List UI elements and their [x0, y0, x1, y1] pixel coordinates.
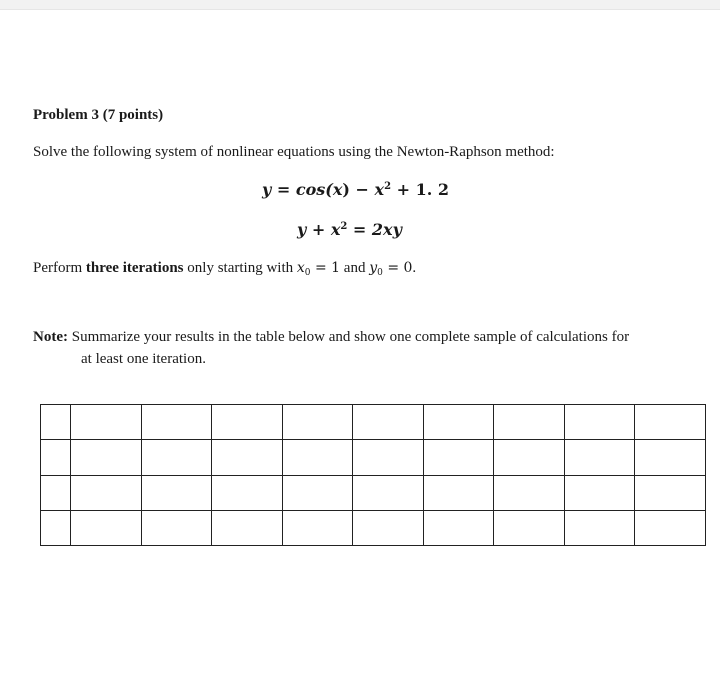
table-cell: [142, 405, 212, 440]
note-label: Note:: [33, 329, 68, 345]
instruction-emphasis: three iterations: [85, 260, 184, 276]
top-border-strip: [0, 0, 720, 10]
instruction-prefix: Perform: [33, 260, 86, 276]
table-cell: [283, 475, 353, 510]
table-cell: [565, 475, 635, 510]
table-cell: [142, 510, 212, 545]
table-row: [41, 510, 706, 545]
instruction-text: [33, 260, 416, 277]
table-cell: [71, 440, 142, 475]
x0-var: x: [296, 260, 305, 276]
table-cell: [353, 405, 424, 440]
table-row: [41, 475, 706, 510]
instruction-middle: only starting with: [183, 260, 297, 276]
problem-intro: Solve the following system of nonlinear equations using the Newton-Raphson method:: [33, 144, 555, 160]
results-table: [40, 404, 706, 546]
eq1-equals: =: [271, 180, 296, 199]
eq2-equals: =: [347, 220, 372, 239]
table-cell: [494, 510, 565, 545]
results-table-body: [41, 405, 706, 546]
initial-x0: [297, 260, 340, 276]
table-row: [41, 440, 706, 475]
table-cell: [494, 440, 565, 475]
table-cell: [424, 405, 494, 440]
table-cell: [41, 510, 71, 545]
table-cell: [283, 440, 353, 475]
eq2-plus: +: [306, 220, 331, 239]
table-cell: [635, 405, 706, 440]
table-cell: [41, 405, 71, 440]
table-cell: [635, 510, 706, 545]
table-cell: [635, 440, 706, 475]
equation-2: [297, 220, 402, 239]
table-cell: [212, 405, 283, 440]
table-cell: [353, 440, 424, 475]
table-cell: [142, 440, 212, 475]
table-cell: [565, 510, 635, 545]
x0-sub: 0: [304, 268, 311, 278]
eq2-y: y: [297, 220, 307, 239]
table-cell: [424, 475, 494, 510]
table-cell: [212, 475, 283, 510]
table-cell: [41, 475, 71, 510]
table-cell: [71, 405, 142, 440]
eq2-exponent: 2: [340, 221, 348, 232]
instruction-end: .: [412, 260, 417, 276]
table-cell: [353, 475, 424, 510]
y0-var: y: [369, 260, 378, 276]
note-line-2: at least one iteration.: [81, 351, 206, 367]
table-cell: [212, 440, 283, 475]
eq2-x: x: [330, 220, 341, 239]
table-cell: [424, 440, 494, 475]
table-cell: [41, 440, 71, 475]
table-cell: [71, 475, 142, 510]
table-cell: [142, 475, 212, 510]
instruction-and: and: [340, 260, 370, 276]
note-line-1: [33, 329, 629, 346]
eq1-lhs: y: [262, 180, 272, 199]
table-cell: [494, 405, 565, 440]
eq1-rest: + 1. 2: [391, 180, 449, 199]
table-cell: [212, 510, 283, 545]
note-text-1: Summarize your results in the table below and show one complete sample of calculations for: [67, 329, 630, 345]
table-cell: [71, 510, 142, 545]
table-cell: [494, 475, 565, 510]
problem-title: Problem 3 (7 points): [33, 107, 164, 123]
eq1-x2: x: [374, 180, 385, 199]
eq1-close: ): [342, 180, 350, 199]
table-cell: [353, 510, 424, 545]
eq1-minus: −: [349, 180, 375, 199]
table-cell: [565, 440, 635, 475]
eq1-x: x: [332, 180, 343, 199]
table-cell: [635, 475, 706, 510]
table-row: [41, 405, 706, 440]
eq1-exponent: 2: [384, 181, 392, 192]
table-cell: [283, 405, 353, 440]
y0-value: = 0: [382, 260, 413, 276]
table-cell: [424, 510, 494, 545]
equation-1: [262, 180, 449, 199]
y0-sub: 0: [377, 268, 383, 278]
x0-value: = 1: [310, 260, 341, 276]
eq1-cos: cos(: [295, 180, 333, 199]
table-cell: [565, 405, 635, 440]
table-cell: [283, 510, 353, 545]
eq2-rhs: 2xy: [371, 220, 402, 239]
initial-y0: [369, 260, 412, 276]
